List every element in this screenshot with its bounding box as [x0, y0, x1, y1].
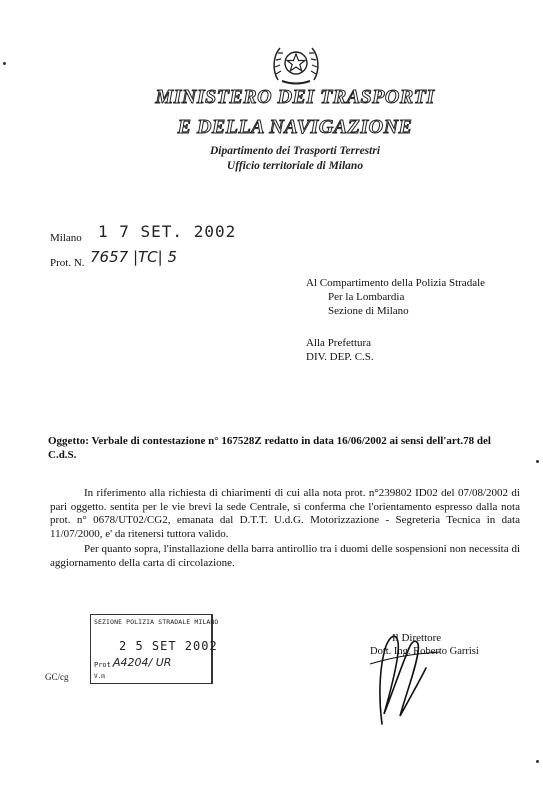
stamp-protocol-handwritten: A4204/ UR [113, 656, 172, 669]
receipt-stamp [90, 614, 219, 684]
body-paragraph: Per quanto sopra, l'installazione della barra antirollio tra i duomi delle sospensioni non necessita di aggiornamento della carta di circolazione. [50, 543, 520, 569]
italian-republic-emblem-icon [270, 40, 322, 88]
date-stamp: 1 7 SET. 2002 [98, 222, 237, 241]
place-label: Milano [50, 232, 82, 244]
handwritten-signature [340, 624, 460, 729]
recipient-line: DIV. DEP. C.S. [306, 351, 374, 363]
ministry-name-line1: MINISTERO DEI TRASPORTI [155, 86, 435, 108]
scan-mark [536, 760, 539, 763]
signatory-name: Dott. Ing. Roberto Garrisi [370, 646, 479, 657]
stamp-vm: V.m [94, 673, 105, 680]
scan-mark [3, 62, 6, 65]
recipient-line: Sezione di Milano [328, 305, 409, 317]
protocol-number-handwritten: 7657 |TC| 5 [90, 248, 177, 266]
ministry-name-line2: E DELLA NAVIGAZIONE [177, 116, 413, 138]
stamp-protocol-label: Prot. [94, 661, 116, 669]
recipient-line: Al Compartimento della Polizia Stradale [306, 277, 486, 289]
protocol-label: Prot. N. [50, 257, 85, 269]
office-name: Ufficio territoriale di Milano [226, 160, 364, 172]
subject-line: Oggetto: Verbale di contestazione n° 167528Z redatto in data 16/06/2002 ai sensi dell'art.78 del C.d.S. [48, 435, 491, 461]
typist-initials: GC/cg [45, 672, 69, 682]
body-paragraph: In riferimento alla richiesta di chiarimenti di cui alla nota prot. n°239802 ID02 del 07/08/2002 di pari oggetto. sentita per le vie brevi la sede Centrale, si conferma che l'orientamento espresso dalla nota prot. n° 0678/UT02/CG2, emanata dal D.T.T. U.d.G. Motorizzazione - Segreteria Tecnica in data 11/07/2000, e' da ritenersi tuttora valido. [50, 487, 520, 540]
stamp-date: 2 5 SET 2002 [119, 639, 218, 653]
stamp-office: SEZIONE POLIZIA STRADALE MILANO [94, 618, 219, 626]
letter-body [50, 487, 520, 572]
recipient-line: Alla Prefettura [306, 337, 372, 349]
scan-mark [536, 460, 539, 463]
signatory-title: Il Direttore [392, 632, 442, 644]
department-name: Dipartimento dei Trasporti Terrestri [209, 145, 381, 157]
recipient-line: Per la Lombardia [328, 291, 405, 303]
